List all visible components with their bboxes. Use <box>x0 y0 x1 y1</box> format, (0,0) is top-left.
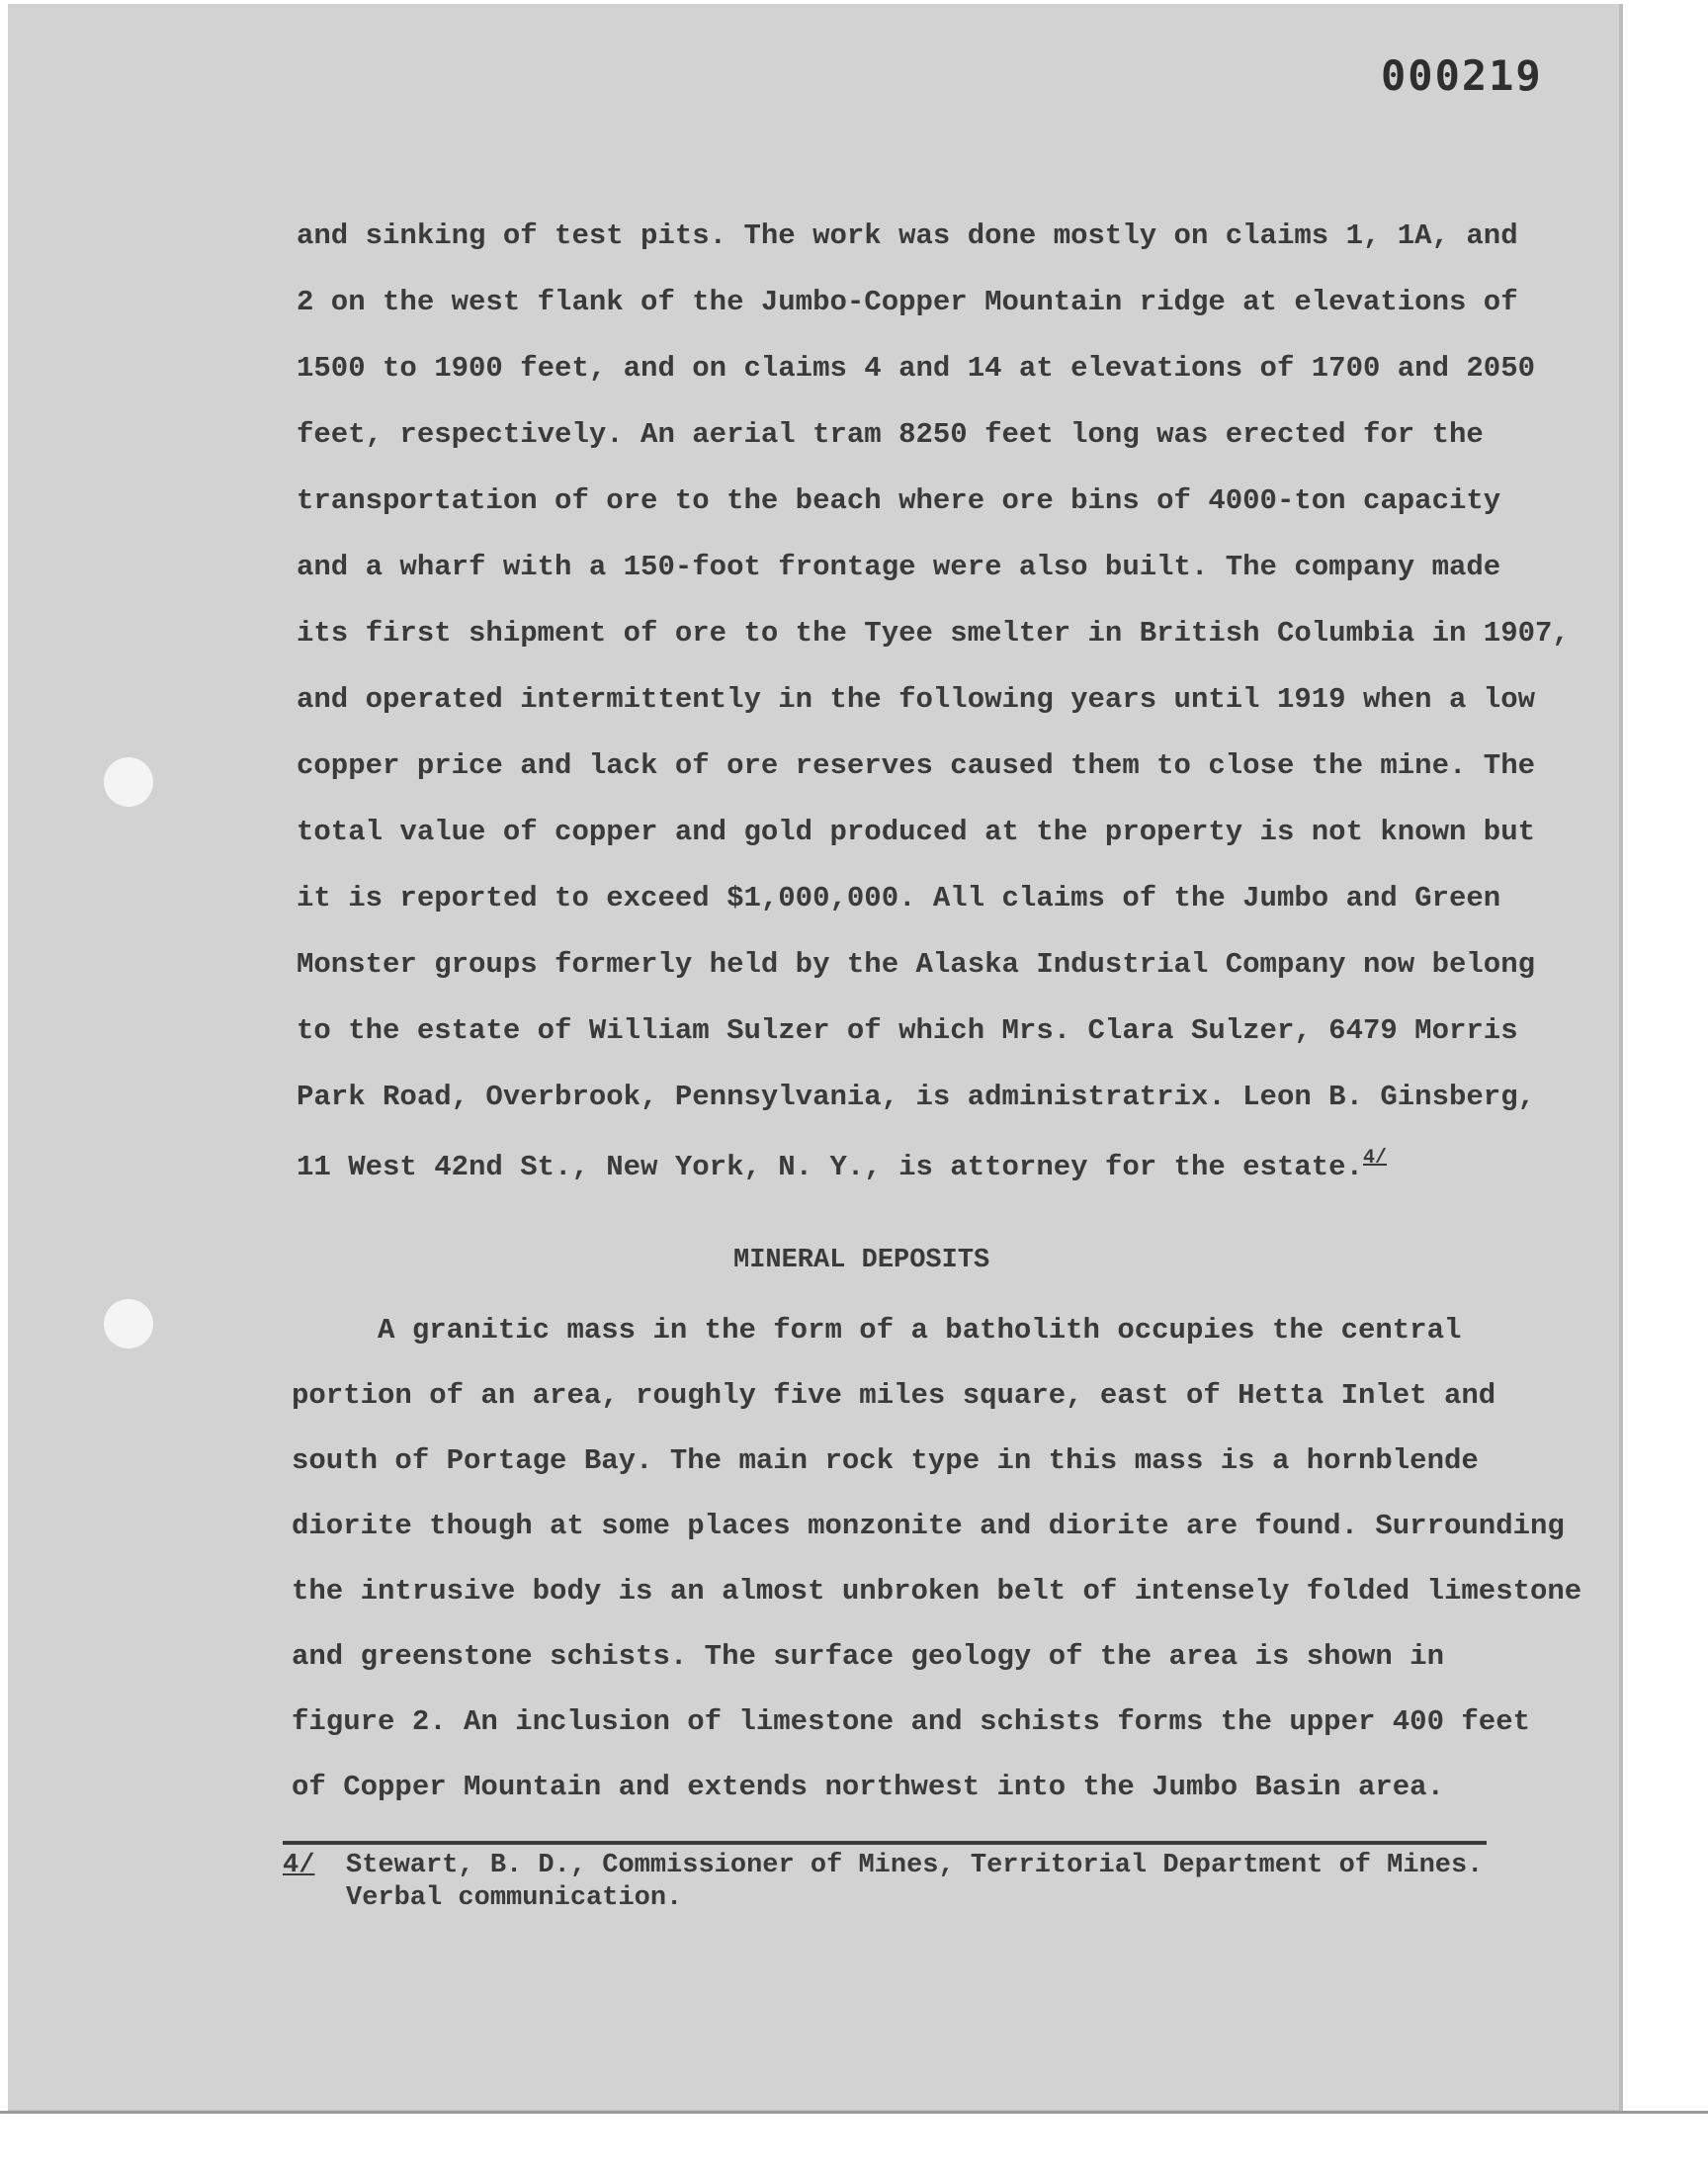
text-line: it is reported to exceed $1,000,000. All claims of the Jumbo and Green <box>297 882 1501 914</box>
punch-hole-upper <box>104 757 153 807</box>
footnote-line-1 <box>283 1850 1483 1882</box>
text-line: Park Road, Overbrook, Pennsylvania, is administratrix. Leon B. Ginsberg, <box>297 1081 1536 1113</box>
text-line: of Copper Mountain and extends northwest into the Jumbo Basin area. <box>292 1771 1444 1803</box>
text-line: and greenstone schists. The surface geology of the area is shown in <box>292 1640 1444 1673</box>
footnote <box>283 1850 1483 1915</box>
text-line: south of Portage Bay. The main rock type in this mass is a hornblende <box>292 1444 1479 1477</box>
footnote-reference: 4/ <box>1362 1147 1387 1170</box>
text-line: and sinking of test pits. The work was done mostly on claims 1, 1A, and <box>297 219 1518 252</box>
page-number: 000219 <box>1381 51 1543 100</box>
footnote-citation: Stewart, B. D., Commissioner of Mines, Territorial Department of Mines. <box>346 1851 1484 1880</box>
footnote-marker: 4/ <box>283 1851 315 1880</box>
text-line: to the estate of William Sulzer of which Mrs. Clara Sulzer, 6479 Morris <box>297 1014 1518 1047</box>
scan-edge-line <box>0 2111 1708 2114</box>
text-line: and operated intermittently in the following years until 1919 when a low <box>297 683 1536 716</box>
punch-hole-lower <box>104 1299 153 1348</box>
text-line: transportation of ore to the beach where ore bins of 4000-ton capacity <box>297 484 1501 517</box>
text-line: copper price and lack of ore reserves caused them to close the mine. The <box>297 749 1536 782</box>
footnote-line-2: Verbal communication. <box>346 1883 683 1913</box>
text-line: 11 West 42nd St., New York, N. Y., is attorney for the estate. <box>297 1151 1363 1183</box>
text-line: diorite though at some places monzonite and diorite are found. Surrounding <box>292 1510 1565 1542</box>
section-heading: MINERAL DEPOSITS <box>733 1246 990 1275</box>
text-line: portion of an area, roughly five miles square, east of Hetta Inlet and <box>292 1379 1496 1412</box>
text-line: 1500 to 1900 feet, and on claims 4 and 14 at elevations of 1700 and 2050 <box>297 352 1536 385</box>
text-line: and a wharf with a 150-foot frontage were also built. The company made <box>297 551 1501 583</box>
text-line-last <box>297 1147 1387 1183</box>
text-line: feet, respectively. An aerial tram 8250 feet long was erected for the <box>297 418 1484 451</box>
text-line: 2 on the west flank of the Jumbo-Copper Mountain ridge at elevations of <box>297 286 1518 318</box>
text-line: total value of copper and gold produced at the property is not known but <box>297 816 1536 848</box>
text-line: its first shipment of ore to the Tyee smelter in British Columbia in 1907, <box>297 617 1570 650</box>
text-line: A granitic mass in the form of a batholith occupies the central <box>292 1314 1462 1347</box>
text-line: figure 2. An inclusion of limestone and schists forms the upper 400 feet <box>292 1705 1531 1738</box>
text-line: Monster groups formerly held by the Alaska Industrial Company now belong <box>297 948 1536 981</box>
footnote-divider <box>283 1841 1487 1845</box>
text-line: the intrusive body is an almost unbroken belt of intensely folded limestone <box>292 1575 1582 1608</box>
